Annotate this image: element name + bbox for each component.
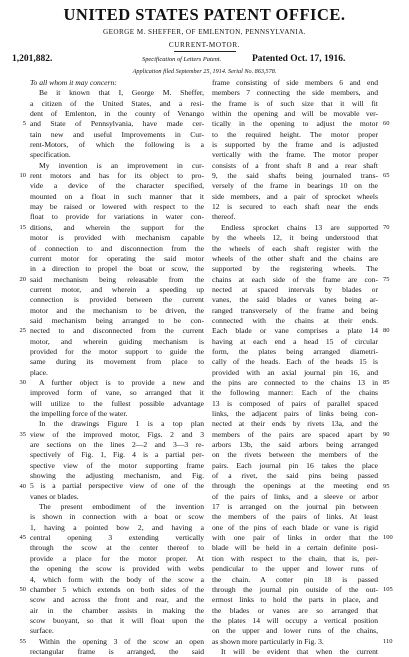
line-number: 95: [383, 482, 390, 490]
text-line: The present embodiment of the invention: [39, 502, 204, 512]
text-line: scow and across the front and rear, and the: [30, 595, 204, 605]
text-line: vanes, the said blades or vanes being ar-: [212, 295, 378, 305]
text-line: connected with the chains at their ends.: [212, 315, 378, 325]
text-line: said mechanism being arranged to be con-: [30, 315, 204, 325]
text-line: to the required height. The motor proper: [212, 129, 378, 139]
text-line: scow buoyant, so that it will float upon the: [30, 615, 204, 625]
line-number: 55: [19, 637, 26, 645]
text-line: with one pair of links in order that the: [212, 533, 378, 543]
line-number: 5: [22, 120, 26, 128]
text-line: of connection to and disconnection from the: [30, 243, 204, 253]
text-line: versely of the frame in bearings 10 on the: [212, 181, 378, 191]
text-line: It will be evident that when the current: [221, 646, 378, 656]
line-number: 65: [383, 172, 390, 180]
text-line: through the openings at the meeting end: [212, 481, 378, 491]
text-line: rectangular frame is arranged, the said: [30, 646, 204, 656]
office-title: UNITED STATES PATENT OFFICE.: [63, 5, 346, 24]
line-number: 25: [19, 327, 26, 335]
line-number: 110: [383, 637, 393, 645]
text-line: the following manner: Each of the chains: [212, 388, 378, 398]
text-line: said mechanism being releasable from the: [30, 274, 204, 284]
line-number: 105: [383, 586, 393, 594]
text-line: ermost links to hold the parts in place, and: [212, 595, 378, 605]
text-line: 5 is a partial perspective view of one of the: [30, 481, 204, 491]
line-number: 90: [383, 430, 390, 438]
text-line: the opening the scow is provided with webs: [30, 564, 204, 574]
text-line: central opening 3 extending vertically: [30, 533, 204, 543]
application-line: Application filed September 25, 1914. Serial No. 863,578.: [132, 68, 277, 75]
text-line: having at each end a head 15 of circular: [212, 336, 378, 346]
text-line: ditions, and wherein the support for the: [30, 222, 204, 232]
text-line: side members, and a pair of sprocket wheels: [212, 191, 378, 201]
text-line: provided with an axial journal pin 16, and: [212, 367, 378, 377]
text-line: vanes or blades.: [30, 491, 79, 501]
text-line: improved form of vane, so arranged that it: [30, 388, 204, 398]
text-line: rent-Motors, of which the following is a: [30, 140, 204, 150]
text-line: place.: [30, 367, 48, 377]
text-line: 1, having a pointed bow 2, and having a: [30, 522, 204, 532]
text-line: nected at their ends by rivets 13a, and the: [212, 419, 378, 429]
specification-label: Specification of Letters Patent.: [142, 56, 222, 63]
text-line: and State of Pennsylvania, have made cer-: [30, 119, 204, 129]
text-line: the plates 14 will occupy a vertical position: [212, 615, 378, 625]
text-line: through the scow at the center thereof to: [30, 543, 204, 553]
text-line: on the rivets between the members of the: [212, 450, 378, 460]
text-line: on the upper and lower runs of the chains,: [212, 626, 378, 636]
text-line: tically in the opening to adjust the motor: [212, 119, 378, 129]
text-line: tain new and useful Improvements in Cur-: [30, 129, 204, 139]
text-line: showing the adjusting mechanism, and Fig.: [30, 471, 204, 481]
text-line: members 7 connecting the side members, and: [212, 88, 378, 98]
text-line: chains at each side of the frame are con-: [212, 274, 378, 284]
text-line: arbors 13b, the said arbors being arranged: [212, 440, 378, 450]
text-line: Endless sprocket chains 13 are supported: [221, 222, 378, 232]
patent-number: 1,201,882.: [12, 54, 53, 64]
text-line: is supported by the frame and is adjusted: [212, 140, 378, 150]
text-line: will utilize to the fullest possible advantage: [30, 398, 204, 408]
text-line: form, the plates being arranged diametri-: [212, 346, 378, 356]
text-line: a citizen of the United States, and a resi-: [30, 98, 204, 108]
text-line: My invention is an improvement in cur-: [39, 160, 204, 170]
text-line: wheels of the other shaft and the chains are: [212, 253, 378, 263]
text-line: links, the adjacent pairs of links being con-: [212, 409, 378, 418]
text-line: of a rivet, the said pins being passed: [212, 471, 378, 481]
text-line: one of the pins of each blade or vane is rigid: [212, 522, 378, 532]
line-number: 80: [383, 327, 390, 335]
text-line: 9, the said shafts being journaled trans-: [212, 171, 378, 181]
text-line: surface.: [30, 626, 54, 636]
text-line: is shown in connection with a boat or scow: [30, 512, 204, 522]
subject-divider: [174, 51, 236, 52]
text-line: the impelling force of the water.: [30, 409, 128, 418]
line-number: 70: [383, 223, 390, 231]
text-line: dent of Emlenton, in the county of Venango: [30, 109, 204, 119]
text-line: air in the chamber assists in making the: [30, 605, 204, 615]
text-line: 17 is arranged on the journal pin between: [212, 502, 378, 512]
text-line: Each blade or vane comprises a plate 14: [212, 326, 378, 336]
text-line: 12 is secured to each shaft near the ends: [212, 202, 378, 212]
text-line: motor is provided with mechanism capable: [30, 233, 204, 243]
text-line: by the wheels 12, it being understood that: [212, 233, 378, 243]
invention-subject: CURRENT-MOTOR.: [168, 41, 241, 49]
text-line: motor, and wherein guiding mechanism is: [30, 336, 204, 346]
line-number: 85: [383, 379, 390, 387]
text-line: provided for the motor support to guide the: [30, 346, 204, 356]
line-number: 10: [19, 172, 26, 180]
text-line: thereof.: [212, 212, 236, 222]
text-line: nected to and disconnected from the current: [30, 326, 204, 336]
text-line: spectively of Fig. 1, Fig. 4 is a partial per-: [30, 450, 204, 460]
text-line: 4, which form with the body of the scow a: [30, 574, 204, 584]
text-line: as shown more particularly in Fig. 3.: [212, 636, 324, 646]
text-line: A further object is to provide a new and: [39, 377, 204, 387]
text-line: the chain. A cotter pin 18 is passed: [212, 574, 378, 584]
text-line: ranged transversely of the frame and being: [212, 305, 378, 315]
line-number: 30: [19, 379, 26, 387]
text-line: are sections on the lines 2—2 and 3—3 re-: [30, 440, 204, 450]
line-number: 20: [19, 275, 26, 283]
text-line: cally of the heads. Each of the heads 15 is: [212, 357, 378, 367]
text-line: nected at spaced intervals by blades or: [212, 284, 378, 294]
text-line: of the pairs of links, and a sleeve or arbor: [212, 491, 378, 501]
text-line: pairs. Each journal pin 16 takes the place: [212, 460, 378, 470]
text-line: 13 is composed of pairs of parallel spaced: [212, 398, 378, 408]
text-line: the pins are connected to the chains 13 in: [212, 377, 378, 387]
right-text-column: [212, 78, 378, 657]
text-line: float to provide for variations in water con-: [30, 212, 204, 222]
text-line: same during its movement from place to: [30, 357, 204, 367]
patented-date: Patented Oct. 17, 1916.: [252, 54, 346, 64]
text-line: Within the opening 3 of the scow an open: [39, 636, 204, 646]
text-line: vertically with the frame. The motor proper: [212, 150, 378, 160]
text-line: To all whom it may concern:: [30, 78, 117, 87]
text-line: current motor, and wherein a speeding up: [30, 284, 204, 294]
text-line: may be raised or lowered with respect to the: [30, 202, 204, 212]
text-line: connection is provided between the current: [30, 295, 204, 305]
inventor-line: GEORGE M. SHEFFER, OF EMLENTON, PENNSYLVANIA.: [103, 28, 306, 36]
line-number: 15: [19, 223, 26, 231]
text-line: mounted on a float in such manner that it: [30, 191, 204, 201]
text-line: vide a device of the character specified,: [30, 181, 204, 191]
line-number: 35: [19, 430, 26, 438]
text-line: chamber 5 which extends on both sides of the: [30, 584, 204, 594]
left-text-column: [30, 78, 204, 657]
text-line: In the drawings Figure 1 is a top plan: [39, 419, 204, 429]
text-line: blade will be held in a certain definite posi-: [212, 543, 378, 553]
text-line: the frame is of such size that it will fit: [212, 98, 378, 108]
line-number: 40: [19, 482, 26, 490]
text-line: motor and the mechanism to be driven, the: [30, 305, 204, 315]
text-line: specification.: [30, 150, 71, 160]
text-line: through the journal pin outside of the out-: [212, 584, 378, 594]
text-line: Be it known that I, George M. Sheffer,: [39, 88, 204, 98]
line-number: 75: [383, 275, 390, 283]
line-number: 60: [383, 120, 390, 128]
text-line: view of the improved motor, Figs. 2 and 3: [30, 429, 204, 439]
text-line: pendicular to the upper and lower runs of: [212, 564, 378, 574]
text-line: members of the pairs are spaced apart by: [212, 429, 378, 439]
text-line: consists of a front shaft 8 and a rear shaft: [212, 160, 378, 170]
text-line: the members of the pairs of links. At least: [212, 512, 378, 522]
line-number: 100: [383, 534, 393, 542]
line-number: 45: [19, 534, 26, 542]
text-line: the wheels of each shaft register with the: [212, 243, 378, 253]
text-line: frame consisting of side members 6 and end: [212, 78, 378, 87]
text-line: rent motors and has for its object to pro-: [30, 171, 204, 181]
line-number: 50: [19, 586, 26, 594]
text-line: supported by the registering wheels. The: [212, 264, 378, 274]
text-line: tion with respect to the chain, that is, per-: [212, 553, 378, 563]
text-line: the blades or vanes are so arranged that: [212, 605, 378, 615]
text-line: in a direction to propel the boat or scow, the: [30, 264, 204, 274]
text-line: spective view of the motor supporting frame: [30, 460, 204, 470]
text-line: current motor for operating the said motor: [30, 253, 204, 263]
text-line: provide a place for the motor proper. At: [30, 553, 204, 563]
text-line: within the opening and will be movable ver-: [212, 109, 378, 119]
